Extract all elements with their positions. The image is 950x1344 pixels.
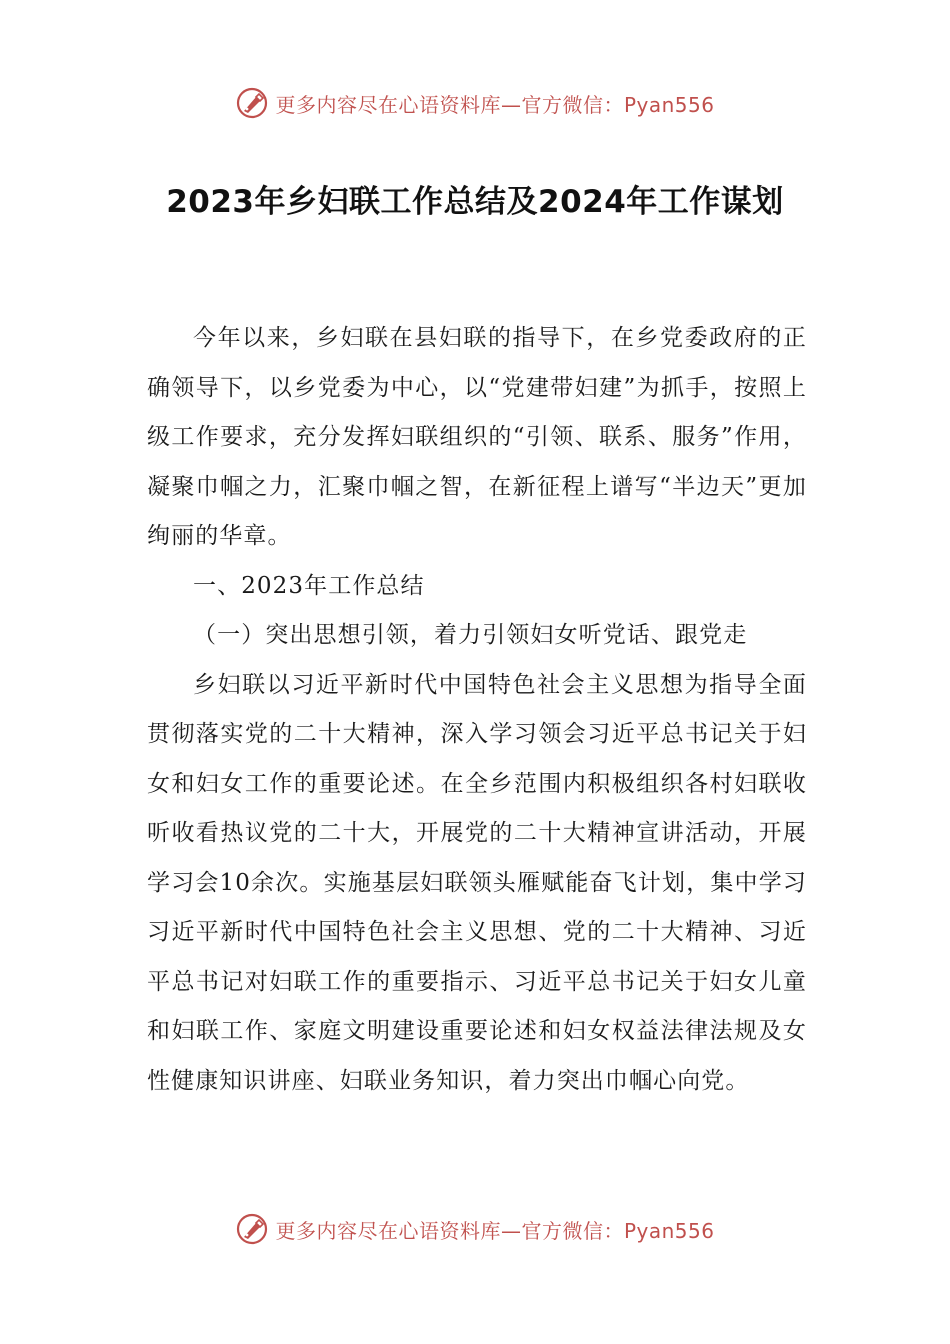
document-body [147,314,807,1106]
body-paragraph: 乡妇联以习近平新时代中国特色社会主义思想为指导全面贯彻落实党的二十大精神，深入学习领会习近平总书记关于妇女和妇女工作的重要论述。在全乡范围内积极组织各村妇联收听收看热议党的二十大，开展党的二十大精神宣讲活动，开展学习会10余次。实施基层妇联领头雁赋能奋飞计划，集中学习习近平新时代中国特色社会主义思想、党的二十大精神、习近平总书记对妇联工作的重要指示、习近平总书记关于妇女儿童和妇联工作、家庭文明建设重要论述和妇女权益法律法规及女性健康知识讲座、妇联业务知识，着力突出巾帼心向党。 [147,671,807,1094]
pen-nib-logo-icon [235,1212,269,1246]
document-title: 2023年乡妇联工作总结及2024年工作谋划 [166,184,784,220]
pen-nib-logo-icon [235,86,269,120]
watermark-text: 更多内容尽在心语资料库—官方微信：Pyan556 [275,1218,715,1243]
footer-watermark [0,1212,950,1246]
watermark-text: 更多内容尽在心语资料库—官方微信：Pyan556 [275,92,715,117]
intro-paragraph: 今年以来，乡妇联在县妇联的指导下，在乡党委政府的正确领导下，以乡党委为中心，以“党建带妇建”为抓手，按照上级工作要求，充分发挥妇联组织的“引领、联系、服务”作用，凝聚巾帼之力，汇聚巾帼之智，在新征程上谱写“半边天”更加绚丽的华章。 [147,325,807,549]
subsection-heading: （一）突出思想引领，着力引领妇女听党话、跟党走 [193,622,748,648]
header-watermark [0,86,950,120]
section-heading: 一、2023年工作总结 [193,572,425,599]
